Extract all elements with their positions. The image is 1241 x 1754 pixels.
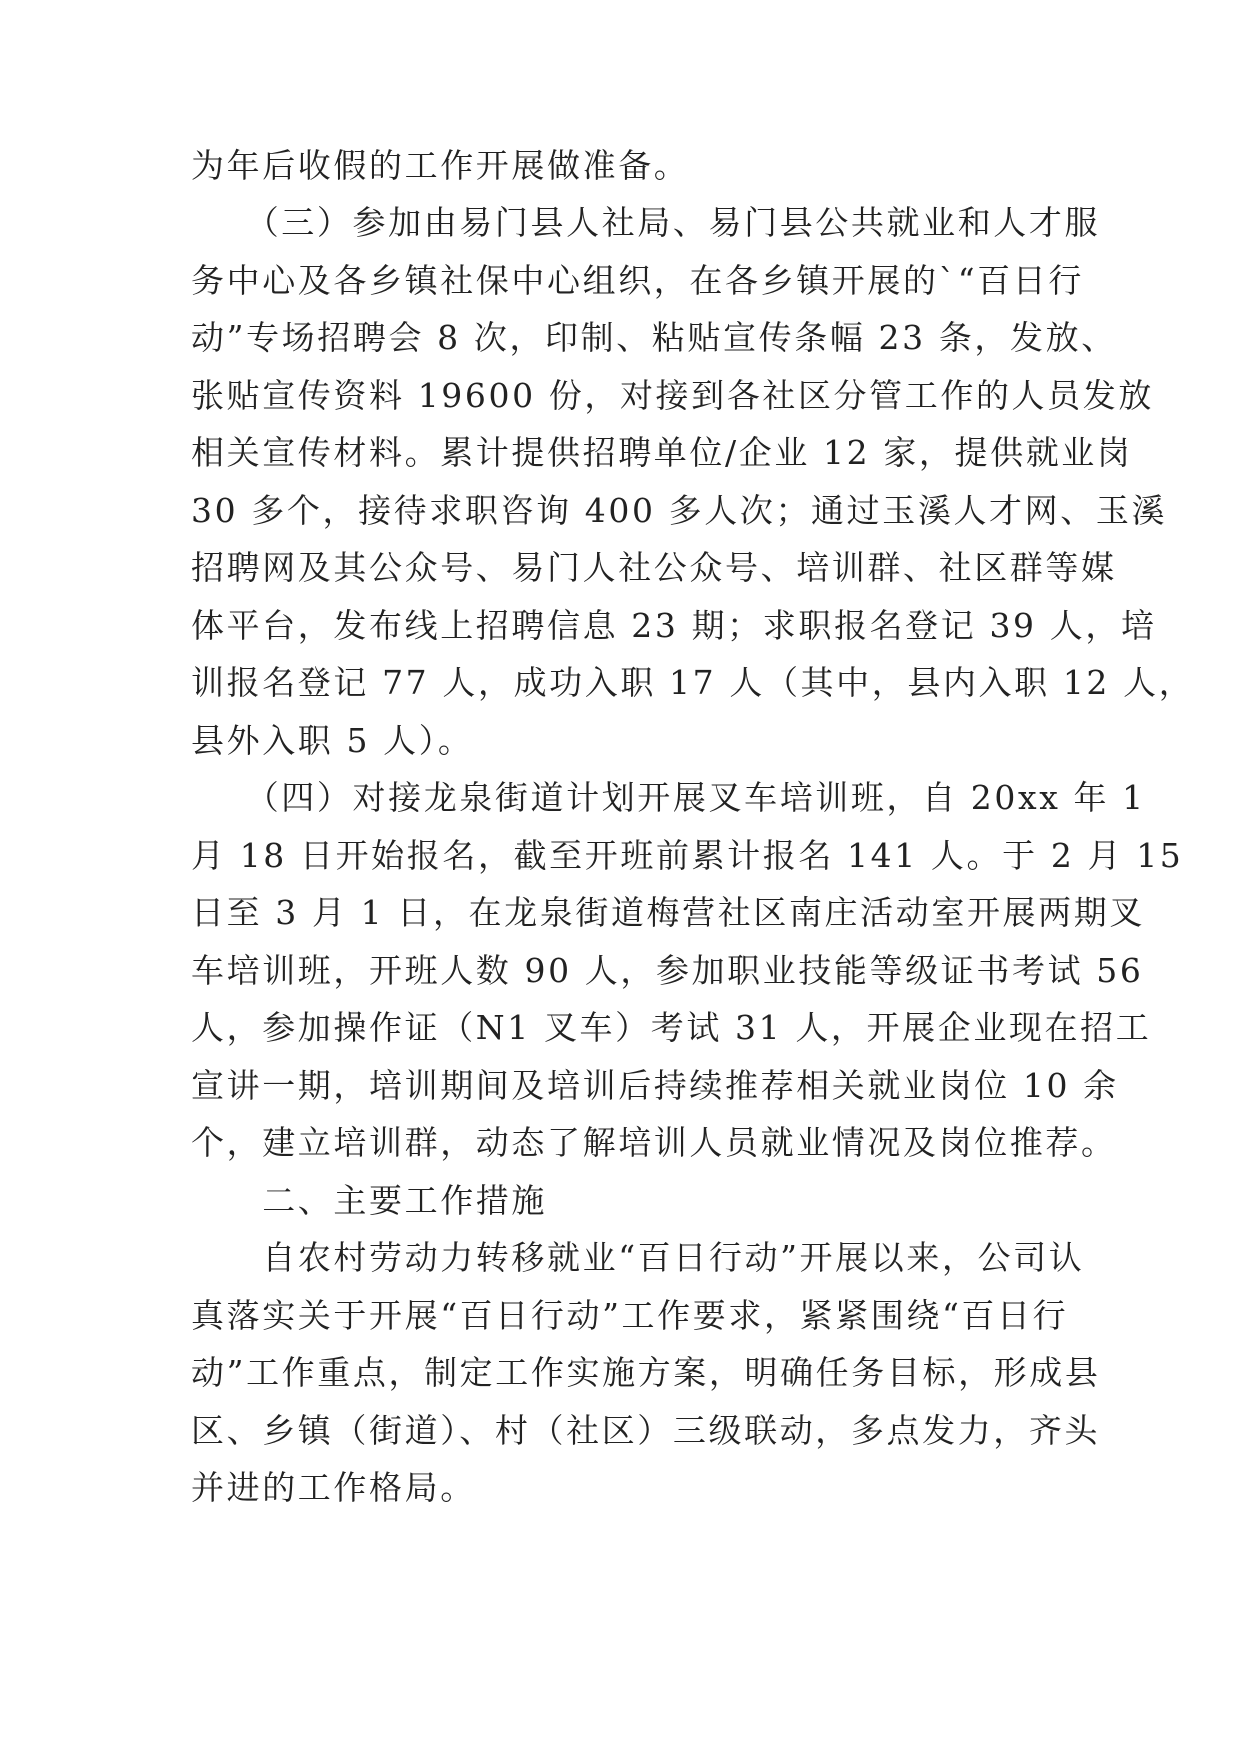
body-text-line: 月 18 日开始报名，截至开班前累计报名 141 人。于 2 月 15	[191, 836, 1184, 875]
body-text-line: （三）参加由易门县人社局、易门县公共就业和人才服	[191, 203, 1101, 242]
body-text-line: 县外入职 5 人）。	[191, 721, 474, 760]
body-text-line: 区、乡镇（街道）、村（社区）三级联动，多点发力，齐头	[191, 1411, 1101, 1450]
body-text-line: 为年后收假的工作开展做准备。	[191, 146, 690, 185]
body-text-line: 张贴宣传资料 19600 份，对接到各社区分管工作的人员发放	[191, 376, 1154, 415]
body-text-line: 日至 3 月 1 日，在龙泉街道梅营社区南庄活动室开展两期叉	[191, 893, 1145, 932]
body-text-line: 务中心及各乡镇社保中心组织，在各乡镇开展的`“百日行	[191, 261, 1084, 300]
body-text-line: 人，参加操作证（N1 叉车）考试 31 人，开展企业现在招工	[191, 1008, 1152, 1047]
body-text-line: 并进的工作格局。	[191, 1468, 476, 1507]
body-text-line: 真落实关于开展“百日行动”工作要求，紧紧围绕“百日行	[191, 1296, 1069, 1335]
body-text-line: 宣讲一期，培训期间及培训后持续推荐相关就业岗位 10 余	[191, 1066, 1119, 1105]
body-text-line: 训报名登记 77 人，成功入职 17 人（其中，县内入职 12 人，	[191, 663, 1195, 702]
body-text-line: 体平台，发布线上招聘信息 23 期；求职报名登记 39 人，培	[191, 606, 1157, 645]
body-text-line: 个，建立培训群，动态了解培训人员就业情况及岗位推荐。	[191, 1123, 1117, 1162]
section-heading: 二、主要工作措施	[191, 1181, 547, 1220]
body-text-line: 车培训班，开班人数 90 人，参加职业技能等级证书考试 56	[191, 951, 1144, 990]
body-text-line: 30 多个，接待求职咨询 400 多人次；通过玉溪人才网、玉溪	[191, 491, 1168, 530]
body-text-line: 招聘网及其公众号、易门人社公众号、培训群、社区群等媒	[191, 548, 1117, 587]
body-text-line: 动”专场招聘会 8 次，印制、粘贴宣传条幅 23 条，发放、	[191, 318, 1117, 357]
body-text-line: 自农村劳动力转移就业“百日行动”开展以来，公司认	[191, 1238, 1085, 1277]
body-text-line: （四）对接龙泉街道计划开展叉车培训班，自 20xx 年 1	[191, 778, 1146, 817]
body-text-line: 动”工作重点，制定工作实施方案，明确任务目标，形成县	[191, 1353, 1101, 1392]
body-text-line: 相关宣传材料。累计提供招聘单位/企业 12 家，提供就业岗	[191, 433, 1133, 472]
